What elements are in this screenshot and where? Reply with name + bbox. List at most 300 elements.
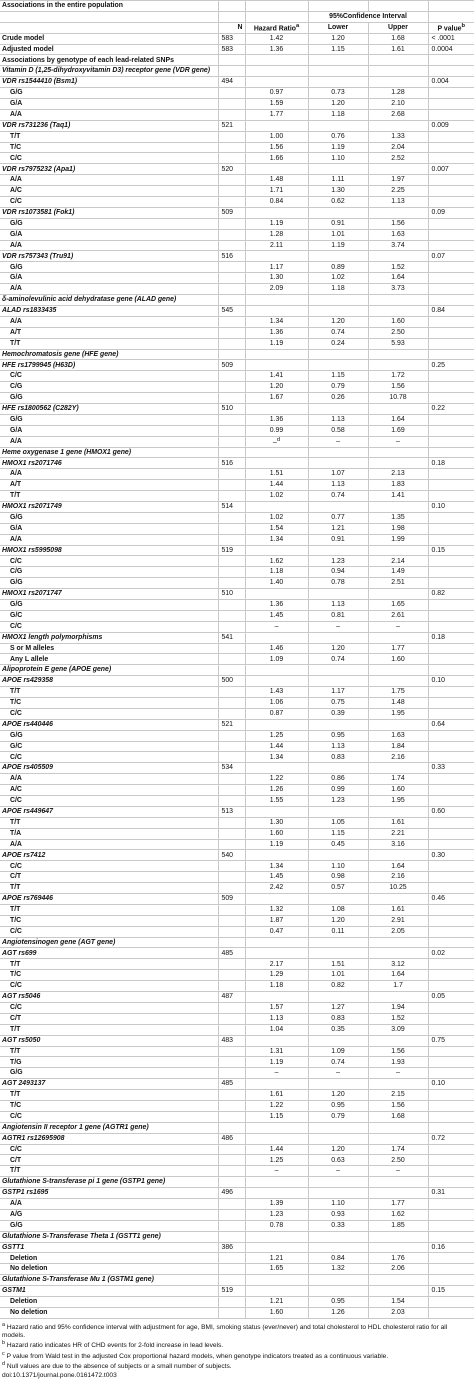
snp-row [0, 1242, 474, 1253]
row-upper [368, 665, 428, 676]
row-hr [245, 349, 308, 360]
row-upper: 1.64 [368, 414, 428, 425]
footnotes [0, 1319, 474, 1380]
row-label: T/C [10, 699, 22, 707]
row-p [428, 414, 474, 425]
row-label: T/G [10, 1058, 22, 1066]
row-label: T/C [10, 1102, 22, 1110]
row-lower: 1.13 [308, 599, 368, 610]
doi-link[interactable]: doi:10.1371/journal.pone.0161472.t003 [2, 1371, 117, 1379]
row-label: VDR rs7975232 (Apa1) [2, 165, 76, 173]
row-n [218, 1264, 245, 1275]
genotype-row [0, 567, 474, 578]
row-n [218, 1231, 245, 1242]
row-lower: 0.79 [308, 1111, 368, 1122]
row-lower: 0.24 [308, 338, 368, 349]
row-n [218, 229, 245, 240]
row-p [428, 534, 474, 545]
row-n: 519 [218, 1286, 245, 1297]
row-n: 509 [218, 894, 245, 905]
row-hr: 1.32 [245, 904, 308, 915]
row-hr: 1.46 [245, 643, 308, 654]
row-p [428, 512, 474, 523]
row-p [428, 665, 474, 676]
row-upper: 1.35 [368, 512, 428, 523]
genotype-row [0, 1220, 474, 1231]
row-lower [308, 501, 368, 512]
row-n [218, 785, 245, 796]
row-lower: 1.13 [308, 741, 368, 752]
row-label: C/C [10, 198, 22, 206]
row-lower: 1.30 [308, 186, 368, 197]
row-p [428, 599, 474, 610]
row-upper: 1.85 [368, 1220, 428, 1231]
row-hr: 1.18 [245, 567, 308, 578]
row-upper: 1.74 [368, 774, 428, 785]
row-p [428, 436, 474, 447]
row-hr: 1.09 [245, 654, 308, 665]
row-n [218, 327, 245, 338]
row-n [218, 752, 245, 763]
row-upper [368, 447, 428, 458]
row-upper: 1.61 [368, 817, 428, 828]
genotype-row [0, 828, 474, 839]
row-lower: 0.75 [308, 698, 368, 709]
row-p [428, 1220, 474, 1231]
row-hr: 2.11 [245, 240, 308, 251]
row-label: G/G [10, 579, 23, 587]
row-hr: 1.19 [245, 839, 308, 850]
genotype-row [0, 915, 474, 926]
row-n [218, 1177, 245, 1188]
row-n [218, 218, 245, 229]
row-label: T/T [10, 688, 21, 696]
row-n [218, 828, 245, 839]
row-upper: 1.56 [368, 1100, 428, 1111]
column-header-row [0, 22, 474, 33]
snp-row [0, 992, 474, 1003]
row-upper [368, 719, 428, 730]
row-label: HFE rs1799945 (H63D) [2, 361, 76, 369]
row-p [428, 66, 474, 77]
model-lower: 1.20 [308, 33, 368, 44]
row-label: C/G [10, 568, 23, 576]
row-p [428, 425, 474, 436]
row-p [428, 915, 474, 926]
row-p [428, 523, 474, 534]
genotype-row [0, 872, 474, 883]
row-n [218, 197, 245, 208]
row-n: 487 [218, 992, 245, 1003]
row-n: 519 [218, 545, 245, 556]
genotype-row [0, 741, 474, 752]
row-lower: 0.45 [308, 839, 368, 850]
row-label: HFE rs1800562 (C282Y) [2, 405, 79, 413]
row-p [428, 480, 474, 491]
row-hr [245, 850, 308, 861]
row-hr [245, 501, 308, 512]
row-lower [308, 207, 368, 218]
genotype-row [0, 512, 474, 523]
row-upper [368, 164, 428, 175]
row-upper: 2.68 [368, 109, 428, 120]
row-hr: 1.39 [245, 1198, 308, 1209]
row-n: 509 [218, 207, 245, 218]
row-n [218, 796, 245, 807]
gene-section-row [0, 295, 474, 306]
row-upper: 2.21 [368, 828, 428, 839]
genotype-row [0, 687, 474, 698]
row-label: G/G [10, 731, 23, 739]
row-n: 540 [218, 850, 245, 861]
row-n [218, 469, 245, 480]
row-p [428, 817, 474, 828]
row-p [428, 1111, 474, 1122]
row-hr: 1.59 [245, 99, 308, 110]
row-n [218, 316, 245, 327]
row-upper: 2.15 [368, 1090, 428, 1101]
row-n: 500 [218, 676, 245, 687]
row-n [218, 142, 245, 153]
row-n [218, 1307, 245, 1318]
row-upper: 1.56 [368, 1046, 428, 1057]
genotype-row [0, 99, 474, 110]
row-upper [368, 676, 428, 687]
row-hr: 1.28 [245, 229, 308, 240]
row-label: C/C [10, 557, 22, 565]
row-lower: 0.74 [308, 1057, 368, 1068]
row-upper: 1.13 [368, 197, 428, 208]
row-lower [308, 545, 368, 556]
row-hr: 0.47 [245, 926, 308, 937]
row-lower: 1.18 [308, 109, 368, 120]
row-upper: 1.62 [368, 1209, 428, 1220]
row-lower: 1.21 [308, 523, 368, 534]
row-lower: 0.81 [308, 610, 368, 621]
row-label: No deletion [10, 1265, 48, 1273]
model-p: < .0001 [428, 33, 474, 44]
row-hr: 1.62 [245, 556, 308, 567]
row-hr: 1.36 [245, 327, 308, 338]
row-upper [368, 403, 428, 414]
row-p [428, 610, 474, 621]
row-label: Glutathione S-Transferase Mu 1 (GSTM1 gene) [2, 1276, 154, 1284]
row-n [218, 284, 245, 295]
snp-row [0, 1286, 474, 1297]
row-lower: 0.89 [308, 262, 368, 273]
row-upper: – [368, 621, 428, 632]
row-lower [308, 589, 368, 600]
snp-row [0, 676, 474, 687]
row-n [218, 382, 245, 393]
genotype-row [0, 534, 474, 545]
row-label: Deletion [10, 1298, 38, 1306]
genotype-row [0, 1002, 474, 1013]
snp-row [0, 251, 474, 262]
row-n [218, 567, 245, 578]
row-lower: 1.08 [308, 904, 368, 915]
row-upper: 2.13 [368, 469, 428, 480]
row-lower: 1.20 [308, 1090, 368, 1101]
row-hr: 1.25 [245, 1155, 308, 1166]
row-p [428, 970, 474, 981]
row-lower: 0.39 [308, 708, 368, 719]
row-n [218, 915, 245, 926]
genotype-row [0, 425, 474, 436]
table-title: Associations in the entire population [2, 2, 123, 10]
row-label: G/G [10, 219, 23, 227]
row-lower: 1.15 [308, 828, 368, 839]
row-upper [368, 501, 428, 512]
row-upper: 1.75 [368, 687, 428, 698]
row-label: APOE rs405509 [2, 764, 53, 772]
row-label: G/G [10, 601, 23, 609]
row-upper: 2.16 [368, 872, 428, 883]
row-p [428, 1024, 474, 1035]
gene-section-row [0, 66, 474, 77]
row-p: 0.84 [428, 305, 474, 316]
row-lower: 0.91 [308, 534, 368, 545]
row-lower: 1.15 [308, 371, 368, 382]
row-n: 483 [218, 1035, 245, 1046]
row-label: HMOX1 rs2071747 [2, 590, 62, 598]
row-hr: 0.78 [245, 1220, 308, 1231]
row-p: 0.22 [428, 403, 474, 414]
row-upper [368, 992, 428, 1003]
row-lower: 0.95 [308, 1296, 368, 1307]
row-upper: 3.74 [368, 240, 428, 251]
row-label: A/A [10, 437, 22, 445]
row-label: GSTM1 [2, 1287, 26, 1295]
genotype-row [0, 970, 474, 981]
row-n: 534 [218, 763, 245, 774]
row-hr: 1.20 [245, 382, 308, 393]
row-upper [368, 894, 428, 905]
row-upper [368, 937, 428, 948]
row-hr: 1.17 [245, 262, 308, 273]
row-upper [368, 458, 428, 469]
row-lower [308, 1177, 368, 1188]
row-label: C/C [10, 862, 22, 870]
row-upper: 2.25 [368, 186, 428, 197]
genotype-row [0, 817, 474, 828]
row-p [428, 774, 474, 785]
row-label: G/C [10, 612, 23, 620]
row-label: A/C [10, 187, 22, 195]
row-n [218, 643, 245, 654]
genotype-row [0, 883, 474, 894]
row-n [218, 1100, 245, 1111]
row-label: T/C [10, 916, 22, 924]
row-upper: 1.41 [368, 491, 428, 502]
row-upper [368, 1242, 428, 1253]
row-hr [245, 1275, 308, 1286]
row-label: Hemochromatosis gene (HFE gene) [2, 350, 119, 358]
row-hr: 1.02 [245, 512, 308, 523]
row-upper: 1.52 [368, 1013, 428, 1024]
row-hr [245, 403, 308, 414]
row-p [428, 1002, 474, 1013]
row-n [218, 491, 245, 502]
row-hr [245, 806, 308, 817]
row-p [428, 708, 474, 719]
row-n [218, 1002, 245, 1013]
genotype-row [0, 643, 474, 654]
row-hr [245, 676, 308, 687]
row-n [218, 1090, 245, 1101]
snp-row [0, 1188, 474, 1199]
row-lower: 0.86 [308, 774, 368, 785]
row-upper: 1.28 [368, 88, 428, 99]
row-hr [245, 992, 308, 1003]
row-hr: 1.02 [245, 491, 308, 502]
row-lower [308, 77, 368, 88]
row-p [428, 698, 474, 709]
snp-row [0, 1079, 474, 1090]
row-upper [368, 1133, 428, 1144]
row-p: 0.10 [428, 1079, 474, 1090]
genotype-row [0, 796, 474, 807]
row-n [218, 349, 245, 360]
row-label: C/C [10, 797, 22, 805]
row-n [218, 480, 245, 491]
row-lower [308, 295, 368, 306]
row-label: AGTR1 rs12695908 [2, 1134, 65, 1142]
row-hr: 1.00 [245, 131, 308, 142]
row-label: A/A [10, 176, 22, 184]
row-hr: 0.87 [245, 708, 308, 719]
row-upper: 10.25 [368, 883, 428, 894]
model-p: 0.0004 [428, 44, 474, 55]
row-upper [368, 763, 428, 774]
row-lower [308, 458, 368, 469]
row-label: Any L allele [10, 655, 49, 663]
snp-row [0, 545, 474, 556]
row-upper: 5.93 [368, 338, 428, 349]
row-lower: 1.51 [308, 959, 368, 970]
row-upper: 1.69 [368, 425, 428, 436]
row-p [428, 273, 474, 284]
row-label: VDR rs757343 (Tru91) [2, 252, 74, 260]
row-n [218, 425, 245, 436]
row-upper: 1.84 [368, 741, 428, 752]
snp-row [0, 501, 474, 512]
row-hr [245, 251, 308, 262]
genotype-row [0, 153, 474, 164]
row-p [428, 491, 474, 502]
row-lower: 0.79 [308, 382, 368, 393]
row-n [218, 371, 245, 382]
row-p: 0.72 [428, 1133, 474, 1144]
row-n: 520 [218, 164, 245, 175]
row-hr: 1.34 [245, 861, 308, 872]
row-p [428, 567, 474, 578]
row-lower: 1.20 [308, 1144, 368, 1155]
genotype-row [0, 480, 474, 491]
row-label: G/A [10, 230, 23, 238]
row-upper [368, 66, 428, 77]
row-lower [308, 665, 368, 676]
row-n [218, 1275, 245, 1286]
row-hr [245, 894, 308, 905]
row-lower: 1.19 [308, 142, 368, 153]
row-lower: 1.05 [308, 817, 368, 828]
row-lower [308, 66, 368, 77]
row-label: G/G [10, 1069, 23, 1077]
row-lower: 1.09 [308, 1046, 368, 1057]
row-upper [368, 948, 428, 959]
row-label: G/A [10, 524, 23, 532]
row-n [218, 262, 245, 273]
row-hr: 1.30 [245, 273, 308, 284]
row-hr [245, 545, 308, 556]
gene-section-row [0, 447, 474, 458]
row-p [428, 687, 474, 698]
row-upper [368, 77, 428, 88]
row-label: AGT 2493137 [2, 1080, 46, 1088]
row-hr: 1.15 [245, 1111, 308, 1122]
row-n [218, 1122, 245, 1133]
genotype-row [0, 621, 474, 632]
row-n [218, 338, 245, 349]
genotype-row [0, 1057, 474, 1068]
row-lower: 0.73 [308, 88, 368, 99]
row-hr: 1.54 [245, 523, 308, 534]
snp-row [0, 458, 474, 469]
row-p [428, 926, 474, 937]
row-n: 521 [218, 120, 245, 131]
row-p: 0.009 [428, 120, 474, 131]
genotype-row [0, 1264, 474, 1275]
row-p [428, 828, 474, 839]
row-label: C/C [10, 622, 22, 630]
gene-section-row [0, 1275, 474, 1286]
genotype-row [0, 338, 474, 349]
row-lower: 1.19 [308, 240, 368, 251]
row-n [218, 708, 245, 719]
row-label: G/G [10, 263, 23, 271]
row-label: AGT rs699 [2, 949, 37, 957]
row-p [428, 556, 474, 567]
row-lower: 0.33 [308, 1220, 368, 1231]
row-hr: 1.36 [245, 599, 308, 610]
row-n [218, 937, 245, 948]
row-label: Glutathione S-Transferase Theta 1 (GSTT1 gene) [2, 1232, 161, 1240]
row-lower [308, 1242, 368, 1253]
row-hr [245, 1286, 308, 1297]
row-label: C/T [10, 873, 22, 881]
row-hr: 1.51 [245, 469, 308, 480]
genotype-row [0, 839, 474, 850]
row-hr: 1.44 [245, 741, 308, 752]
row-hr [245, 295, 308, 306]
row-lower: 1.01 [308, 970, 368, 981]
row-upper: 2.04 [368, 142, 428, 153]
row-label: C/C [10, 1112, 22, 1120]
row-upper: 2.50 [368, 1155, 428, 1166]
row-p [428, 1122, 474, 1133]
row-p [428, 1264, 474, 1275]
row-label: C/T [10, 1156, 22, 1164]
row-p: 0.30 [428, 850, 474, 861]
col-lower-header: Lower [308, 22, 368, 33]
row-p [428, 1166, 474, 1177]
row-label: A/A [10, 775, 22, 783]
row-lower [308, 1133, 368, 1144]
row-lower [308, 1275, 368, 1286]
row-hr [245, 1177, 308, 1188]
row-label: Angiotensin II receptor 1 gene (AGTR1 gene) [2, 1123, 149, 1131]
